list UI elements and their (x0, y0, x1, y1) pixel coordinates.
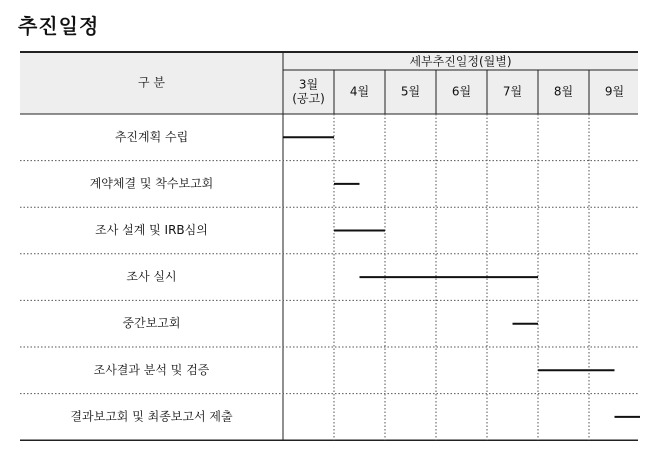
month-label: 8월 (553, 84, 574, 99)
task-label: 조사 설계 및 IRB심의 (95, 223, 208, 237)
category-header: 구 분 (138, 75, 165, 90)
header-background (20, 52, 638, 114)
task-label: 중간보고회 (122, 316, 181, 331)
schedule-header: 세부추진일정(월별) (409, 54, 512, 69)
month-label: 5월 (400, 84, 421, 99)
task-label: 추진계획 수립 (114, 129, 189, 144)
month-label: 3월 (298, 77, 319, 92)
month-label: 6월 (451, 84, 472, 99)
month-label: 9월 (604, 84, 625, 99)
page-title: 추진일정 (18, 14, 100, 38)
task-label: 계약체결 및 착수보고회 (89, 176, 214, 191)
month-label: 4월 (349, 84, 370, 99)
task-label: 결과보고회 및 최종보고서 제출 (70, 409, 233, 424)
month-sublabel: (공고) (292, 91, 325, 106)
month-label: 7월 (502, 84, 523, 99)
task-label: 조사 실시 (126, 269, 177, 284)
task-label: 조사결과 분석 및 검증 (93, 362, 210, 377)
